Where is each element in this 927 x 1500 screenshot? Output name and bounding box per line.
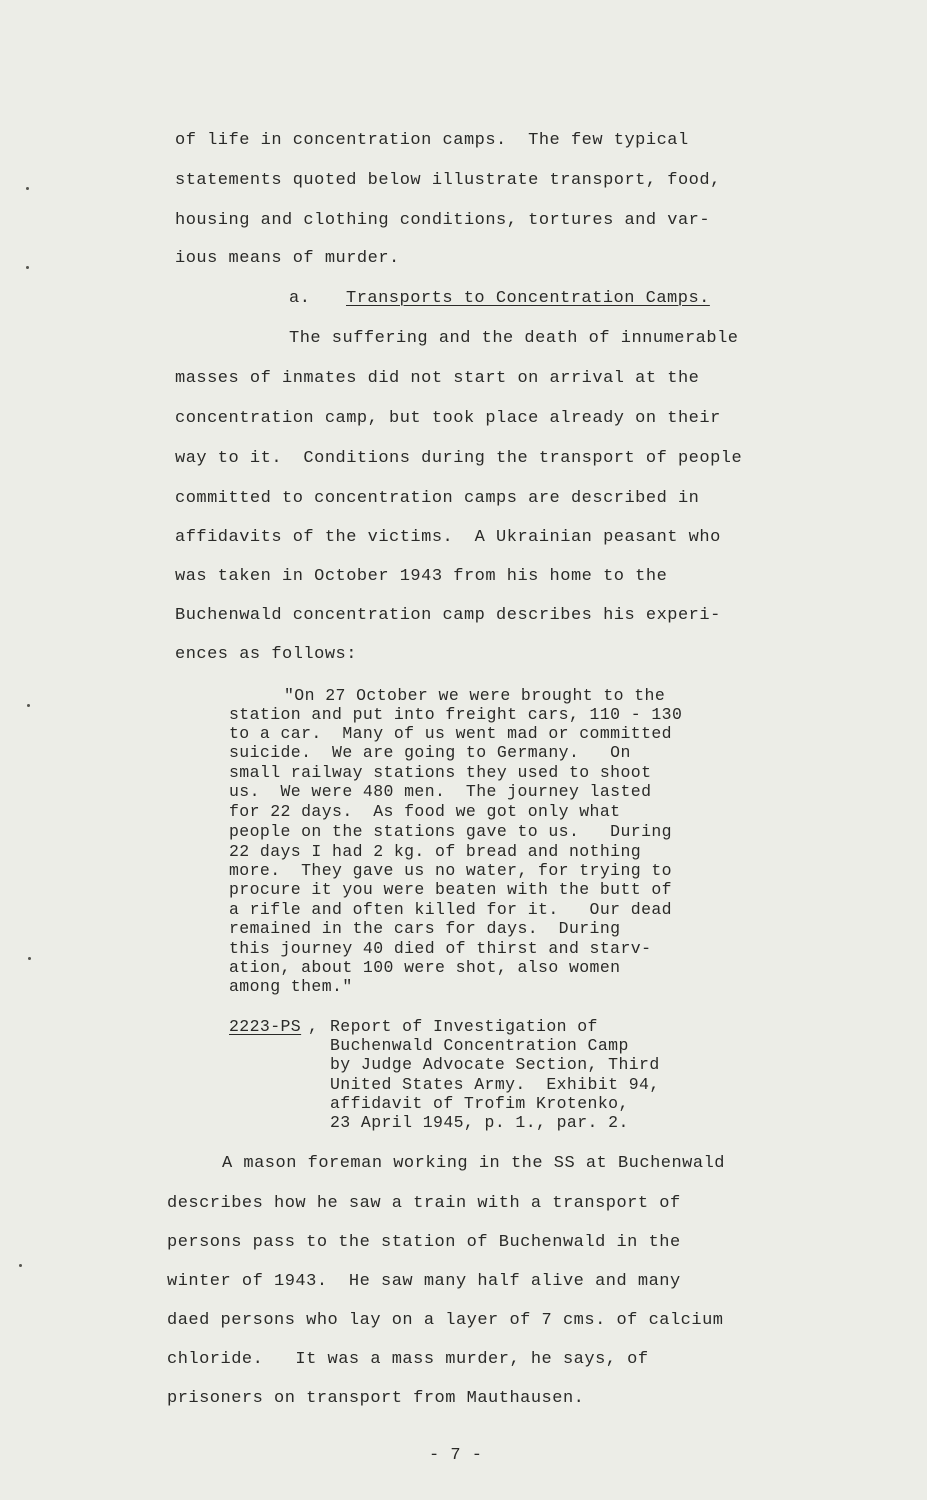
text-line: of life in concentration camps. The few typical (175, 131, 689, 150)
quote-line: this journey 40 died of thirst and starv- (229, 939, 652, 958)
quote-line: a rifle and often killed for it. Our dead (229, 900, 672, 919)
page-number: - 7 - (429, 1446, 483, 1465)
scan-mark (19, 1264, 22, 1267)
text-line: A mason foreman working in the SS at Buchenwald (222, 1154, 725, 1173)
document-id: 2223-PS (229, 1017, 302, 1036)
scan-mark (28, 957, 31, 960)
text-line: ences as follows: (175, 645, 357, 664)
citation-line: Buchenwald Concentration Camp (330, 1036, 629, 1055)
text-line: describes how he saw a train with a transport of (167, 1194, 681, 1213)
scan-mark (26, 266, 29, 269)
text-line: persons pass to the station of Buchenwald in the (167, 1233, 681, 1252)
quote-line: more. They gave us no water, for trying to (229, 861, 672, 880)
quote-line: "On 27 October we were brought to the (284, 686, 666, 705)
citation-line: United States Army. Exhibit 94, (330, 1075, 660, 1094)
text-line: committed to concentration camps are described in (175, 489, 700, 508)
quote-line: remained in the cars for days. During (229, 919, 621, 938)
section-letter: a. (289, 289, 311, 308)
quote-line: for 22 days. As food we got only what (229, 802, 621, 821)
text-line: chloride. It was a mass murder, he says, of (167, 1350, 649, 1369)
citation-line: 23 April 1945, p. 1., par. 2. (330, 1113, 629, 1132)
citation-line: affidavit of Trofim Krotenko, (330, 1094, 629, 1113)
scan-mark (26, 187, 29, 190)
citation-line: by Judge Advocate Section, Third (330, 1055, 660, 1074)
citation-line: Report of Investigation of (330, 1017, 598, 1036)
quote-line: procure it you were beaten with the butt of (229, 880, 672, 899)
quote-line: small railway stations they used to shoot (229, 763, 652, 782)
quote-line: ation, about 100 were shot, also women (229, 958, 621, 977)
text-line: affidavits of the victims. A Ukrainian peasant who (175, 528, 721, 547)
quote-line: 22 days I had 2 kg. of bread and nothing (229, 842, 642, 861)
section-title: Transports to Concentration Camps. (346, 289, 710, 308)
text-line: daed persons who lay on a layer of 7 cms. of calcium (167, 1311, 724, 1330)
quote-line: to a car. Many of us went mad or committed (229, 724, 672, 743)
text-line: winter of 1943. He saw many half alive and many (167, 1272, 681, 1291)
document-id-separator: , (308, 1017, 319, 1036)
text-line: concentration camp, but took place already on their (175, 409, 721, 428)
text-line: way to it. Conditions during the transport of people (175, 449, 743, 468)
text-line: statements quoted below illustrate transport, food, (175, 171, 721, 190)
quote-line: station and put into freight cars, 110 - 130 (229, 705, 683, 724)
text-line: was taken in October 1943 from his home to the (175, 567, 668, 586)
quote-line: people on the stations gave to us. During (229, 822, 672, 841)
scan-mark (27, 704, 30, 707)
text-line: masses of inmates did not start on arrival at the (175, 369, 700, 388)
quote-line: among them." (229, 977, 353, 996)
text-line: ious means of murder. (175, 249, 400, 268)
text-line: Buchenwald concentration camp describes his experi- (175, 606, 721, 625)
text-line: housing and clothing conditions, tortures and var- (175, 211, 711, 230)
quote-line: suicide. We are going to Germany. On (229, 743, 631, 762)
quote-line: us. We were 480 men. The journey lasted (229, 782, 652, 801)
text-line: prisoners on transport from Mauthausen. (167, 1389, 585, 1408)
text-line: The suffering and the death of innumerable (289, 329, 739, 348)
